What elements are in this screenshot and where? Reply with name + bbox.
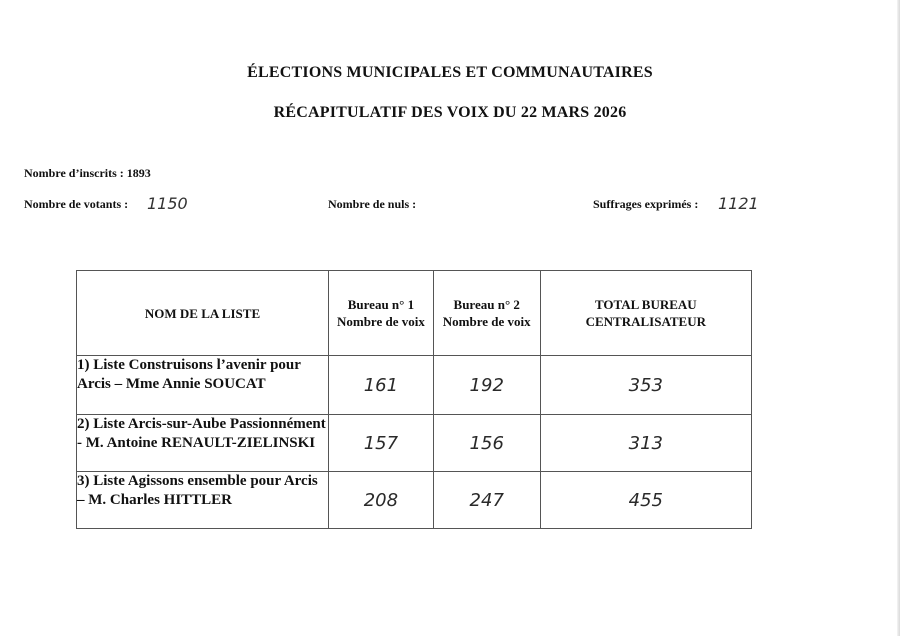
list-name-cell: 3) Liste Agissons ensemble pour Arcis – M. Charles HITTLER	[77, 472, 329, 529]
table-row	[77, 356, 752, 415]
bureau-2-votes: 156	[433, 415, 540, 472]
list-name-cell: 1) Liste Construisons l’avenir pour Arcis – Mme Annie SOUCAT	[77, 356, 329, 415]
bureau-2-votes: 247	[433, 472, 540, 529]
bureau-2-votes: 192	[433, 356, 540, 415]
header-list-name: NOM DE LA LISTE	[77, 271, 329, 356]
header-bureau-1: Bureau n° 1 Nombre de voix	[329, 271, 434, 356]
voters-value: 1150	[147, 194, 188, 213]
total-votes: 313	[540, 415, 751, 472]
table-row	[77, 472, 752, 529]
header-bureau-2: Bureau n° 2 Nombre de voix	[433, 271, 540, 356]
bureau-1-votes: 157	[329, 415, 434, 472]
table-row	[77, 415, 752, 472]
list-name-cell: 2) Liste Arcis-sur-Aube Passionnément - M. Antoine RENAULT-ZIELINSKI	[77, 415, 329, 472]
header-total: TOTAL BUREAU CENTRALISATEUR	[540, 271, 751, 356]
valid-votes-label: Suffrages exprimés :	[593, 197, 699, 211]
bureau-1-votes: 161	[329, 356, 434, 415]
document-subtitle: RÉCAPITULATIF DES VOIX DU 22 MARS 2026	[273, 104, 627, 121]
total-votes: 353	[540, 356, 751, 415]
voters-label: Nombre de votants :	[24, 197, 129, 211]
document-title: ÉLECTIONS MUNICIPALES ET COMMUNAUTAIRES	[247, 64, 653, 81]
valid-votes-value: 1121	[718, 194, 759, 213]
table-header-row	[77, 271, 752, 356]
total-votes: 455	[540, 472, 751, 529]
bureau-1-votes: 208	[329, 472, 434, 529]
registered-voters: Nombre d’inscrits : 1893	[24, 166, 151, 180]
results-table	[76, 270, 752, 529]
null-votes-label: Nombre de nuls :	[328, 197, 417, 211]
